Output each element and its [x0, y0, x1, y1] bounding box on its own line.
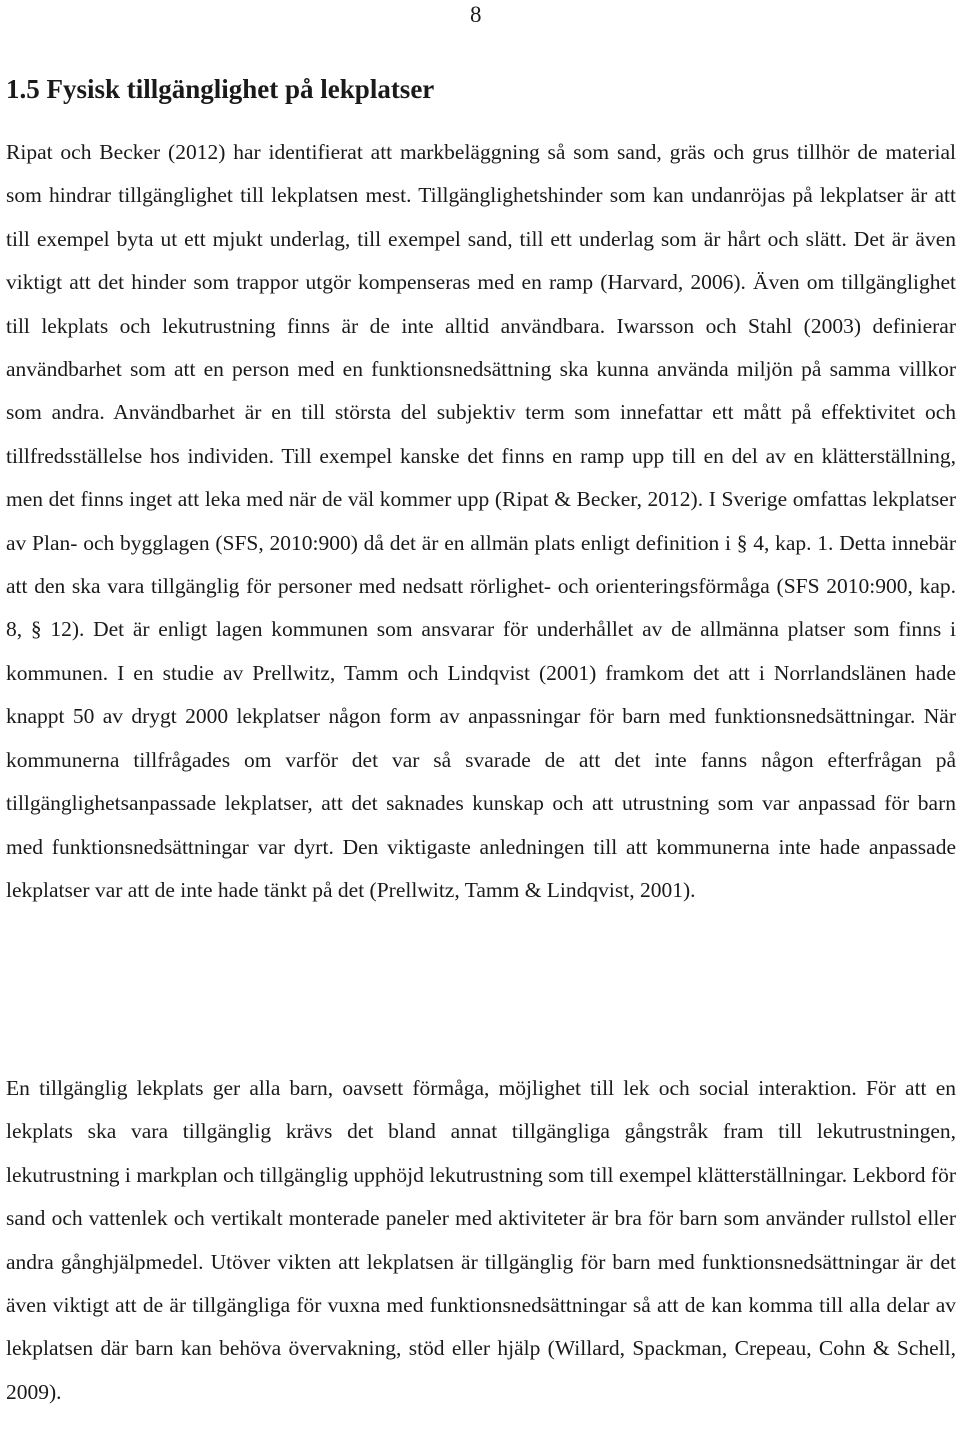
section-heading: 1.5 Fysisk tillgänglighet på lekplatser	[6, 74, 435, 104]
body-paragraph-1: Ripat och Becker (2012) har identifierat att markbeläggning så som sand, gräs och grus tillhör de material som hindrar tillgänglighet till lekplatsen mest. Tillgänglighetshinder som kan undanröjas på lekplatser är att till exempel byta ut ett mjukt underlag, till exempel sand, till ett underlag som är hårt och slätt. Det är även viktigt att det hinder som trappor utgör kompenseras med en ramp (Harvard, 2006). Även om tillgänglighet till lekplats och lekutrustning finns är de inte alltid användbara. Iwarsson och Stahl (2003) definierar användbarhet som att en person med en funktionsnedsättning ska kunna använda miljön på samma villkor som andra. Användbarhet är en till största del subjektiv term som innefattar ett mått på effektivitet och tillfredsställelse hos individen. Till exempel kanske det finns en ramp upp till en del av en klätterställning, men det finns inget att leka med när de väl kommer upp (Ripat & Becker, 2012). I Sverige omfattas lekplatser av Plan- och bygglagen (SFS, 2010:900) då det är en allmän plats enligt definition i § 4, kap. 1. Detta innebär att den ska vara tillgänglig för personer med nedsatt rörlighet- och orienteringsförmåga (SFS 2010:900, kap. 8, § 12). Det är enligt lagen kommunen som ansvarar för underhållet av de allmänna platser som finns i kommunen. I en studie av Prellwitz, Tamm och Lindqvist (2001) framkom det att i Norrlandslänen hade knappt 50 av drygt 2000 lekplatser någon form av anpassningar för barn med funktionsnedsättningar. När kommunerna tillfrågades om varför det var så svarade de att det inte fanns någon efterfrågan på tillgänglighetsanpassade lekplatser, att det saknades kunskap och att utrustning som var anpassad för barn med funktionsnedsättningar var dyrt. Den viktigaste anledningen till att kommunerna inte hade anpassade lekplatser var att de inte hade tänkt på det (Prellwitz, Tamm & Lindqvist, 2001).	[6, 140, 956, 902]
body-paragraph-2: En tillgänglig lekplats ger alla barn, oavsett förmåga, möjlighet till lek och social interaktion. För att en lekplats ska vara tillgänglig krävs det bland annat tillgängliga gångstråk fram till lekutrustningen, lekutrustning i markplan och tillgänglig upphöjd lekutrustning som till exempel klätterställningar. Lekbord för sand och vattenlek och vertikalt monterade paneler med aktiviteter är bra för barn som använder rullstol eller andra gånghjälpmedel. Utöver vikten att lekplatsen är tillgänglig för barn med funktionsnedsättningar är det även viktigt att de är tillgängliga för vuxna med funktionsnedsättningar så att de kan komma till alla delar av lekplatsen där barn kan behöva övervakning, stöd eller hjälp (Willard, Spackman, Crepeau, Cohn & Schell, 2009).	[6, 1076, 956, 1404]
page-number: 8	[470, 2, 482, 27]
